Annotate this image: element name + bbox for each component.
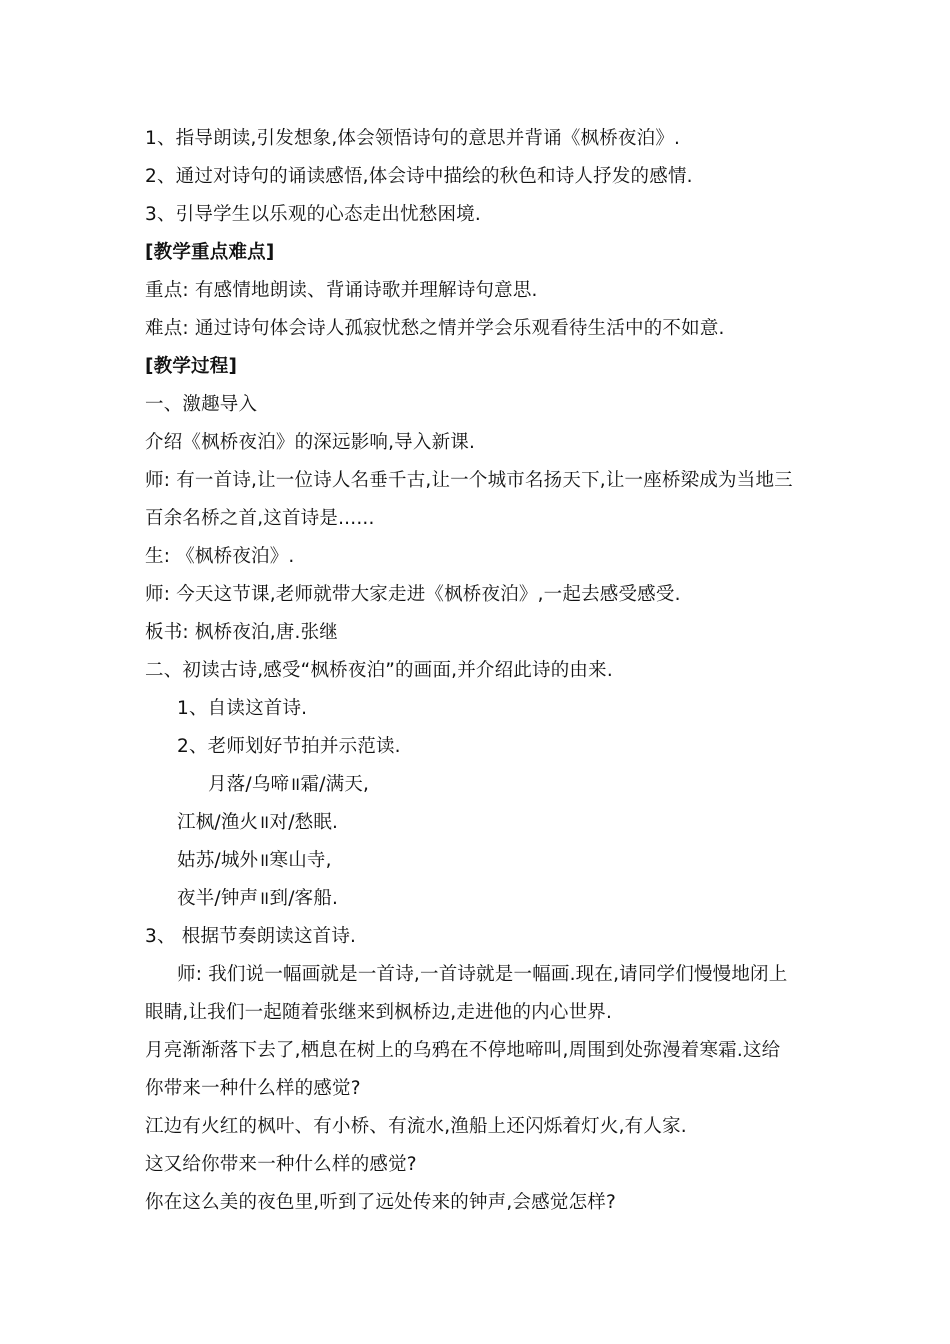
poem-line: 夜半/钟声॥到/客船. — [177, 888, 339, 909]
objective-3: 3、引导学生以乐观的心态走出忧愁困境. — [145, 204, 481, 225]
section-1-line: 生: 《枫桥夜泊》. — [145, 546, 295, 567]
blackboard-line: 板书: 枫桥夜泊,唐.张继 — [145, 622, 338, 643]
step-3: 3、 根据节奏朗读这首诗. — [145, 926, 357, 947]
step-2: 2、老师划好节拍并示范读. — [177, 736, 401, 757]
section-1-line: 师: 有一首诗,让一位诗人名垂千古,让一个城市名扬天下,让一座桥梁成为当地三 — [145, 470, 793, 491]
section-2-title: 二、初读古诗,感受“枫桥夜泊”的画面,并介绍此诗的由来. — [145, 660, 613, 681]
teacher-line: 你带来一种什么样的感觉? — [145, 1078, 361, 1099]
teacher-line: 你在这么美的夜色里,听到了远处传来的钟声,会感觉怎样? — [145, 1192, 616, 1213]
process-heading: [教学过程] — [145, 356, 238, 377]
poem-line: 江枫/渔火॥对/愁眠. — [177, 812, 339, 833]
key-point-difficulty: 难点: 通过诗句体会诗人孤寂忧愁之情并学会乐观看待生活中的不如意. — [145, 318, 725, 339]
section-1-line: 介绍《枫桥夜泊》的深远影响,导入新课. — [145, 432, 476, 453]
key-points-heading: [教学重点难点] — [145, 242, 275, 263]
key-point-focus: 重点: 有感情地朗读、背诵诗歌并理解诗句意思. — [145, 280, 538, 301]
poem-line: 姑苏/城外॥寒山寺, — [177, 850, 332, 871]
section-1-line: 百余名桥之首,这首诗是...... — [145, 508, 375, 529]
teacher-line: 师: 我们说一幅画就是一首诗,一首诗就是一幅画.现在,请同学们慢慢地闭上 — [177, 964, 788, 985]
step-1: 1、自读这首诗. — [177, 698, 308, 719]
section-1-line: 师: 今天这节课,老师就带大家走进《枫桥夜泊》,一起去感受感受. — [145, 584, 681, 605]
teacher-line: 眼睛,让我们一起随着张继来到枫桥边,走进他的内心世界. — [145, 1002, 613, 1023]
poem-line: 月落/乌啼॥霜/满天, — [208, 774, 370, 795]
teacher-line: 江边有火红的枫叶、有小桥、有流水,渔船上还闪烁着灯火,有人家. — [145, 1116, 687, 1137]
objective-1: 1、指导朗读,引发想象,体会领悟诗句的意思并背诵《枫桥夜泊》. — [145, 128, 681, 149]
teacher-line: 月亮渐渐落下去了,栖息在树上的乌鸦在不停地啼叫,周围到处弥漫着寒霜.这给 — [145, 1040, 781, 1061]
objective-2: 2、通过对诗句的诵读感悟,体会诗中描绘的秋色和诗人抒发的感情. — [145, 166, 693, 187]
teacher-line: 这又给你带来一种什么样的感觉? — [145, 1154, 417, 1175]
section-1-title: 一、激趣导入 — [145, 394, 258, 415]
